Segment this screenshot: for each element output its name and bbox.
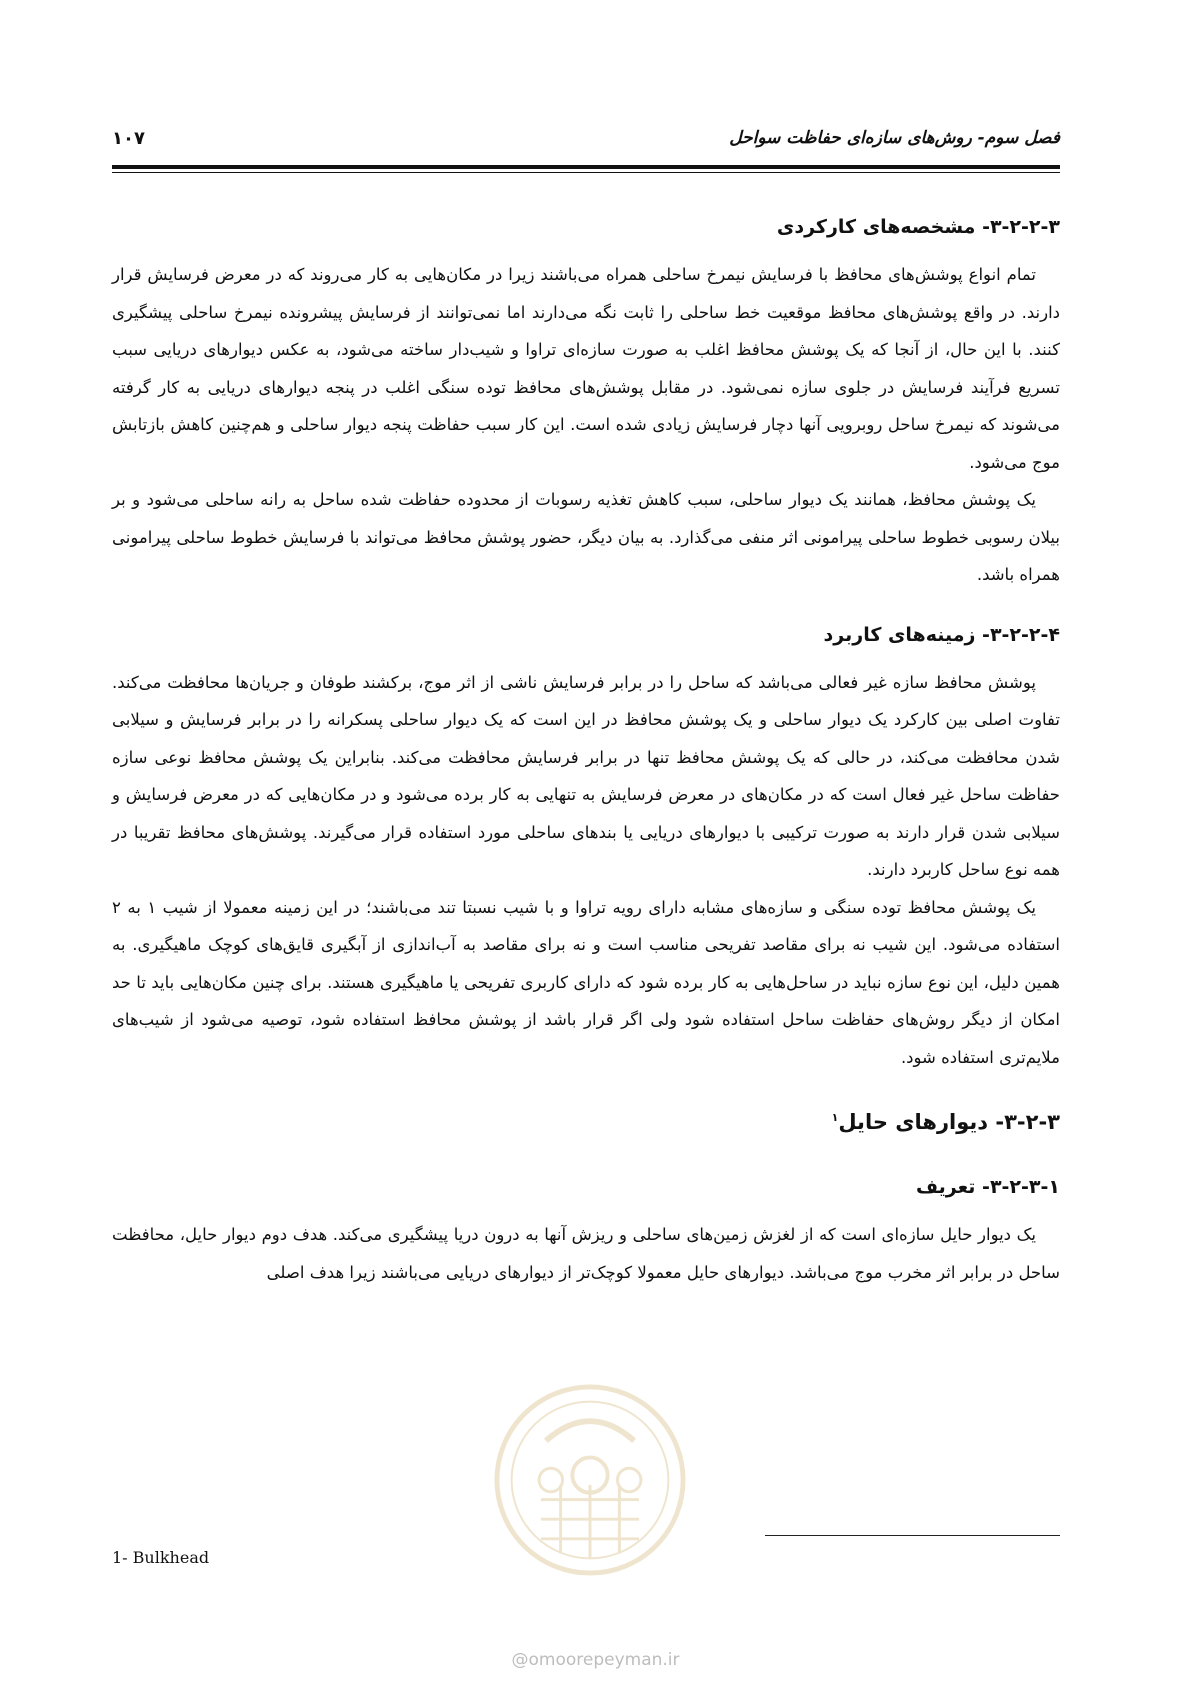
section-heading-bulkheads [112,1102,1060,1138]
paragraph: یک دیوار حایل سازه‌ای است که از لغزش زمین‌های ساحلی و ریزش آنها به درون دریا پیشگیری می‌کند. هدف دوم دیوار حایل، محافظت ساحل در برابر اثر مخرب موج می‌باشد. دیوارهای حایل معمولا کوچک‌تر از دیوارهای دریایی می‌باشند زیرا هدف اصلی [112,1225,1060,1282]
watermark-url: @omoorepeyman.ir [511,1650,680,1670]
paragraph: پوشش محافظ سازه غیر فعالی می‌باشد که ساحل را در برابر فرسایش ناشی از اثر موج، برکشند طوفان و جریان‌ها محافظت می‌کند. تفاوت اصلی بین کارکرد یک دیوار ساحلی و یک پوشش محافظ در این است که یک دیوار ساحلی پسکرانه را در برابر فرسایش و سیلابی شدن محافظت می‌کند، در حالی که یک پوشش محافظ تنها در برابر فرسایش محافظت می‌کند. بنابراین یک پوشش محافظ نوعی سازه حفاظت ساحل غیر فعال است که در مکان‌های در معرض فرسایش به تنهایی به کار برده می‌شود و در مکان‌هایی که در معرض فرسایش و سیلابی شدن قرار دارند به صورت ترکیبی با دیوارهای دریایی یا بندهای ساحلی مورد استفاده قرار می‌گیرند. پوشش‌های محافظ تقریبا در همه نوع ساحل کاربرد دارند. [112,672,1060,879]
section-heading-definition: ۳-۲-۳-۱- تعریف [916,1176,1060,1198]
watermark-seal [492,1380,688,1580]
section-heading-text: ۳-۲-۳- دیوارهای حایل [838,1110,1060,1134]
page-number: ۱۰۷ [112,128,145,149]
chapter-title: فصل سوم- روش‌های سازه‌ای حفاظت سواحل [729,128,1060,148]
page-body [112,212,1060,1291]
header-rule-thin [112,172,1060,173]
page-header [112,128,1060,158]
paragraph: یک پوشش محافظ توده سنگی و سازه‌های مشابه دارای رویه تراوا و با شیب نسبتا تند می‌باشند؛ در این زمینه معمولا از شیب ۱ به ۲ استفاده می‌شود. این شیب نه برای مقاصد تفریحی مناسب است و نه برای مقاصد به آب‌اندازی از آبگیری قایق‌های کوچک ماهیگیری. به همین دلیل، این نوع سازه نباید در ساحل‌هایی به کار برده شود که دارای کاربری تفریحی یا ماهیگیری هستند. برای چنین مکان‌هایی باید تا حد امکان از دیگر روش‌های حفاظت ساحل استفاده شود ولی اگر قرار باشد از پوشش محافظ استفاده شود، توصیه می‌شود از شیب‌های ملایم‌تری استفاده شود. [112,897,1060,1067]
footnote-rule [765,1535,1060,1536]
section-heading-application-fields: ۳-۲-۲-۴- زمینه‌های کاربرد [823,623,1060,646]
paragraph: یک پوشش محافظ، همانند یک دیوار ساحلی، سبب کاهش تغذیه رسوبات از محدوده حفاظت شده ساحل به رانه ساحلی می‌شود و بر بیلان رسوبی خطوط ساحلی پیرامونی اثر منفی می‌گذارد. به بیان دیگر، حضور پوشش محافظ می‌تواند با فرسایش خطوط ساحلی پیرامونی همراه باشد. [112,490,1060,584]
header-rule [112,165,1060,169]
section-heading-functional-characteristics: ۳-۲-۲-۳- مشخصه‌های کارکردی [776,216,1060,238]
footnote-marker: ۱ [831,1111,839,1124]
paragraph: تمام انواع پوشش‌های محافظ با فرسایش نیمرخ ساحلی همراه می‌باشند زیرا در مکان‌هایی به کار می‌روند که در معرض فرسایش قرار دارند. در واقع پوشش‌های محافظ موقعیت خط ساحلی را ثابت نگه می‌دارند اما نمی‌توانند از فرسایش پیشرونده نیمرخ ساحلی پیشگیری کنند. با این حال، از آنجا که یک پوشش محافظ اغلب به صورت سازه‌ای تراوا و شیب‌دار ساخته می‌شود، به عکس دیوارهای دریایی سبب تسریع فرآیند فرسایش در جلوی سازه نمی‌شود. در مقابل پوشش‌های محافظ توده سنگی اغلب در پنجه دیوارهای دریایی به کار گرفته می‌شوند که نیمرخ ساحل روبرویی آنها دچار فرسایش زیادی شده است. این کار سبب حفاظت پنجه دیوار ساحلی و هم‌چنین کاهش بازتابش موج می‌شود. [112,265,1060,472]
footnote: 1- Bulkhead [112,1548,210,1567]
